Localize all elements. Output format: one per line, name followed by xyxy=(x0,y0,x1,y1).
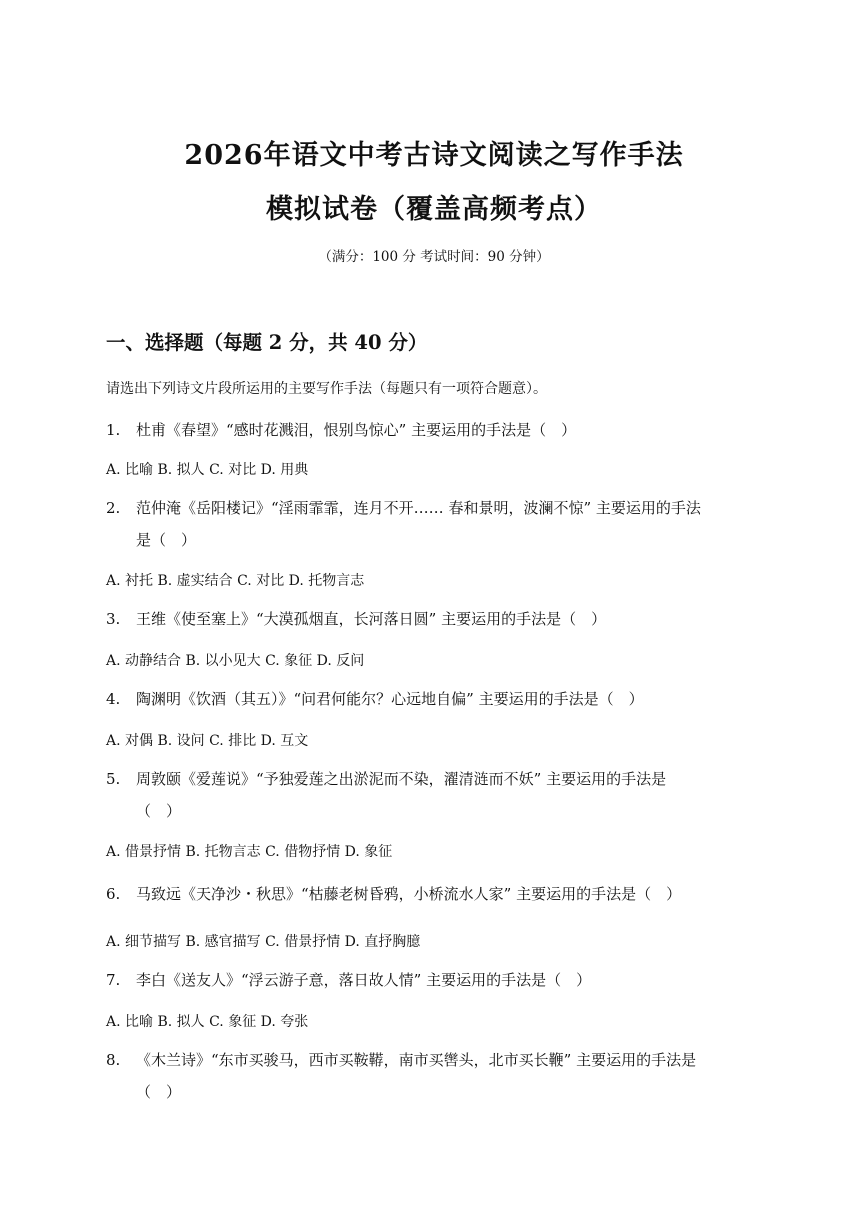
question-text: 杜甫《春望》“感时花溅泪，恨别鸟惊心” 主要运用的手法是（ ） xyxy=(136,421,577,439)
question-5-options: A. 借景抒情 B. 托物言志 C. 借物抒情 D. 象征 xyxy=(106,844,393,860)
question-3-options: A. 动静结合 B. 以小见大 C. 象征 D. 反问 xyxy=(106,653,365,669)
section-instruction: 请选出下列诗文片段所运用的主要写作手法（每题只有一项符合题意）。 xyxy=(106,381,547,397)
question-7-options: A. 比喻 B. 拟人 C. 象征 D. 夸张 xyxy=(106,1014,309,1030)
question-text: 马致远《天净沙・秋思》“枯藤老树昏鸦，小桥流水人家” 主要运用的手法是（ ） xyxy=(136,885,682,903)
exam-title-line1: 2026年语文中考古诗文阅读之写作手法 xyxy=(184,140,684,171)
question-4-options: A. 对偶 B. 设问 C. 排比 D. 互文 xyxy=(106,733,309,749)
question-text-continued: （ ） xyxy=(136,802,182,820)
question-text-continued: 是（ ） xyxy=(136,531,197,549)
question-3 xyxy=(106,603,766,635)
question-text: 《木兰诗》“东市买骏马，西市买鞍鞯，南市买辔头，北市买长鞭” 主要运用的手法是 xyxy=(136,1051,697,1069)
question-1-options: A. 比喻 B. 拟人 C. 对比 D. 用典 xyxy=(106,462,309,478)
question-5 xyxy=(106,763,766,827)
question-2 xyxy=(106,492,766,556)
question-number: 5. xyxy=(106,770,121,788)
question-number: 1. xyxy=(106,421,121,439)
question-text-continued: （ ） xyxy=(136,1083,182,1101)
exam-title-line2: 模拟试卷（覆盖高频考点） xyxy=(266,194,602,225)
question-text: 李白《送友人》“浮云游子意，落日故人情” 主要运用的手法是（ ） xyxy=(136,971,592,989)
question-number: 3. xyxy=(106,610,121,628)
question-text: 范仲淹《岳阳楼记》“淫雨霏霏，连月不开…… 春和景明，波澜不惊” 主要运用的手法 xyxy=(136,499,701,517)
section-heading: 一、选择题（每题 2 分，共 40 分） xyxy=(106,331,428,354)
question-7 xyxy=(106,964,766,996)
exam-subtitle: （满分：100 分 考试时间：90 分钟） xyxy=(318,249,550,265)
question-number: 7. xyxy=(106,971,121,989)
question-1 xyxy=(106,414,766,446)
question-6-options: A. 细节描写 B. 感官描写 C. 借景抒情 D. 直抒胸臆 xyxy=(106,934,421,950)
question-text: 周敦颐《爱莲说》“予独爱莲之出淤泥而不染，濯清涟而不妖” 主要运用的手法是 xyxy=(136,770,667,788)
question-number: 2. xyxy=(106,499,121,517)
question-text: 陶渊明《饮酒（其五）》“问君何能尔？心远地自偏” 主要运用的手法是（ ） xyxy=(136,690,644,708)
question-8 xyxy=(106,1044,766,1108)
question-text: 王维《使至塞上》“大漠孤烟直，长河落日圆” 主要运用的手法是（ ） xyxy=(136,610,607,628)
question-number: 4. xyxy=(106,690,121,708)
question-number: 6. xyxy=(106,885,121,903)
question-2-options: A. 衬托 B. 虚实结合 C. 对比 D. 托物言志 xyxy=(106,573,365,589)
question-6 xyxy=(106,878,766,910)
question-4 xyxy=(106,683,766,715)
question-number: 8. xyxy=(106,1051,121,1069)
